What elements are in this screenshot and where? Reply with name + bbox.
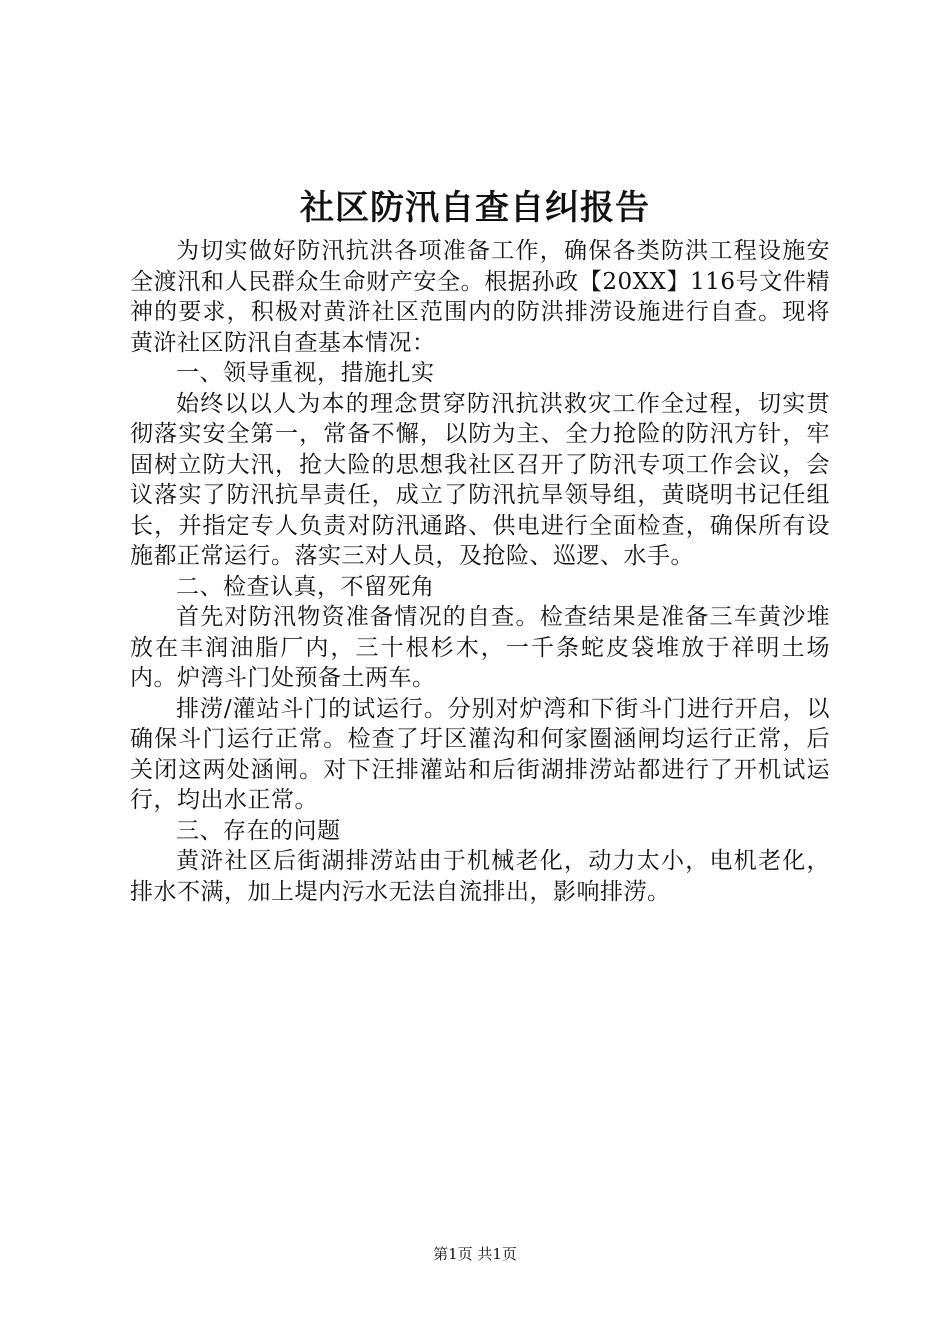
paragraph-problems: 黄浒社区后街湖排涝站由于机械老化，动力太小，电机老化，排水不满，加上堤内污水无法自流排出，影响排涝。 <box>130 848 830 905</box>
paragraph-leadership: 始终以以人为本的理念贯穿防汛抗洪救灾工作全过程，切实贯彻落实安全第一，常备不懈，以防为主、全力抢险的防汛方针，牢固树立防大汛，抢大险的思想我社区召开了防汛专项工作会议，会议落实了防汛抗旱责任，成立了防汛抗旱领导组，黄晓明书记任组长，并指定专人负责对防汛通路、供电进行全面检查，确保所有设施都正常运行。落实三对人员，及抢险、巡逻、水手。 <box>130 390 830 569</box>
paragraph-trial-run: 排涝/灌站斗门的试运行。分别对炉湾和下街斗门进行开启，以确保斗门运行正常。检查了圩区灌沟和何家圈涵闸均运行正常，后关闭这两处涵闸。对下汪排灌站和后街湖排涝站都进行了开机试运行，均出水正常。 <box>130 695 830 813</box>
paragraph-intro: 为切实做好防汛抗洪各项准备工作，确保各类防洪工程设施安全渡汛和人民群众生命财产安全。根据孙政【20XX】116号文件精神的要求，积极对黄浒社区范围内的防洪排涝设施进行自查。现将黄浒社区防汛自查基本情况： <box>130 238 830 356</box>
section-heading-3: 三、存在的问题 <box>176 817 341 844</box>
section-heading-1: 一、领导重视，措施扎实 <box>176 360 435 386</box>
page-footer: 第1页 共1页 <box>433 1245 517 1263</box>
document-title: 社区防汛自查自纠报告 <box>300 188 650 228</box>
document-body <box>130 236 830 907</box>
paragraph-materials: 首先对防汛物资准备情况的自查。检查结果是准备三车黄沙堆放在丰润油脂厂内，三十根杉木，一千条蛇皮袋堆放于祥明土场内。炉湾斗门处预备土两车。 <box>130 604 830 691</box>
section-heading-2: 二、检查认真，不留死角 <box>176 573 435 600</box>
